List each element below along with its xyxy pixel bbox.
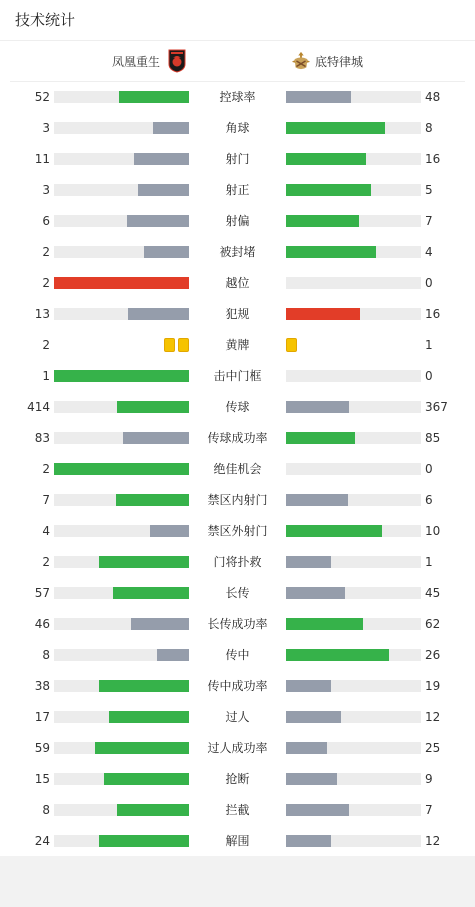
away-stat-bar-fill (286, 742, 327, 754)
away-stat-bar (286, 556, 421, 568)
away-team[interactable] (291, 49, 363, 73)
home-stat-value: 2 (42, 276, 50, 290)
home-stat-bar-fill (99, 556, 189, 568)
stat-row (0, 144, 475, 175)
stat-label: 绝佳机会 (213, 462, 262, 476)
stat-row (0, 671, 475, 702)
home-stat-bar (54, 525, 189, 537)
stat-row (0, 330, 475, 361)
home-stat-bar (54, 835, 189, 847)
stat-row (0, 609, 475, 640)
home-stat-bar-fill (150, 525, 189, 537)
away-stat-bar-fill (286, 122, 385, 134)
away-stat-value: 6 (425, 493, 433, 507)
away-stat-bar-fill (286, 618, 363, 630)
away-stat-bar-fill (286, 804, 349, 816)
away-stat-bar (286, 370, 421, 382)
away-stat-bar (286, 215, 421, 227)
home-stat-value: 24 (34, 834, 50, 848)
away-stat-bar-fill (286, 711, 341, 723)
home-stat-bar (54, 494, 189, 506)
home-stat-bar-fill (117, 401, 189, 413)
away-team-logo-icon (291, 49, 311, 73)
away-stat-bar-fill (286, 401, 349, 413)
home-stat-bar-fill (109, 711, 189, 723)
home-stat-bar (54, 680, 189, 692)
home-stat-bar-fill (134, 153, 189, 165)
stat-row (0, 206, 475, 237)
home-stat-value: 7 (42, 493, 50, 507)
home-stat-value: 2 (42, 245, 50, 259)
away-stat-bar (286, 246, 421, 258)
home-stat-value: 8 (42, 648, 50, 662)
away-stat-value: 16 (425, 152, 441, 166)
stat-label: 射门 (225, 152, 250, 166)
home-yellow-cards (164, 338, 189, 352)
stat-row (0, 423, 475, 454)
away-stat-bar (286, 432, 421, 444)
away-stat-value: 12 (425, 834, 441, 848)
page-title: 技术统计 (15, 11, 76, 29)
stat-row (0, 268, 475, 299)
home-stat-value: 57 (34, 586, 50, 600)
home-stat-bar-fill (119, 91, 189, 103)
away-stat-value: 4 (425, 245, 433, 259)
stat-label: 黄牌 (225, 338, 250, 352)
stat-row (0, 485, 475, 516)
home-stat-bar (54, 742, 189, 754)
home-stat-bar-fill (99, 680, 189, 692)
stat-label: 解围 (225, 834, 250, 848)
stat-label: 传球成功率 (207, 431, 268, 445)
home-stat-bar (54, 432, 189, 444)
stat-label: 传中 (225, 648, 250, 662)
away-stat-bar-fill (286, 680, 331, 692)
home-stat-bar-fill (54, 463, 189, 475)
stat-row (0, 237, 475, 268)
home-stat-bar-fill (127, 215, 189, 227)
stat-row (0, 547, 475, 578)
home-stat-bar (54, 401, 189, 413)
stat-row (0, 826, 475, 857)
home-stat-bar (54, 556, 189, 568)
home-stat-bar (54, 91, 189, 103)
home-stat-value: 52 (34, 90, 50, 104)
home-stat-value: 46 (34, 617, 50, 631)
stat-label: 禁区外射门 (207, 524, 268, 538)
stat-row (0, 454, 475, 485)
stat-label: 长传 (225, 586, 250, 600)
home-stat-bar-fill (153, 122, 189, 134)
home-stat-bar-fill (99, 835, 189, 847)
yellow-card-icon (178, 338, 189, 352)
home-stat-value: 414 (27, 400, 50, 414)
away-stat-bar-fill (286, 835, 331, 847)
stat-label: 角球 (225, 121, 250, 135)
away-stat-bar-fill (286, 649, 389, 661)
away-stat-bar-fill (286, 184, 371, 196)
yellow-card-icon (286, 338, 297, 352)
home-stat-value: 6 (42, 214, 50, 228)
away-stat-bar-fill (286, 308, 360, 320)
away-stat-value: 9 (425, 772, 433, 786)
home-stat-bar (54, 246, 189, 258)
away-stat-bar (286, 618, 421, 630)
home-stat-bar-fill (54, 370, 189, 382)
away-stat-bar (286, 804, 421, 816)
away-stat-value: 26 (425, 648, 441, 662)
home-stat-bar (54, 277, 189, 289)
home-stat-value: 59 (34, 741, 50, 755)
away-stat-bar (286, 401, 421, 413)
home-stat-bar (54, 463, 189, 475)
stat-label: 抢断 (225, 772, 250, 786)
away-stat-value: 7 (425, 214, 433, 228)
away-stat-bar (286, 711, 421, 723)
away-stat-bar-fill (286, 587, 345, 599)
away-stat-value: 45 (425, 586, 441, 600)
home-stat-bar (54, 649, 189, 661)
home-stat-bar-fill (131, 618, 189, 630)
home-stat-bar-fill (157, 649, 189, 661)
stat-label: 传中成功率 (207, 679, 268, 693)
away-stat-bar (286, 277, 421, 289)
stat-row (0, 361, 475, 392)
stat-row (0, 640, 475, 671)
away-stat-bar-fill (286, 153, 366, 165)
away-stat-value: 48 (425, 90, 441, 104)
away-stat-bar-fill (286, 525, 382, 537)
away-stat-value: 367 (425, 400, 448, 414)
home-stat-bar-fill (128, 308, 189, 320)
away-stat-value: 1 (425, 338, 433, 352)
home-stat-bar-fill (95, 742, 190, 754)
stat-label: 禁区内射门 (207, 493, 268, 507)
stat-label: 犯规 (225, 307, 250, 321)
stat-row (0, 733, 475, 764)
home-stat-bar (54, 618, 189, 630)
home-stat-bar (54, 773, 189, 785)
away-stat-value: 0 (425, 369, 433, 383)
stat-label: 拦截 (225, 803, 250, 817)
stat-label: 长传成功率 (207, 617, 268, 631)
stat-label: 射正 (225, 183, 250, 197)
away-stat-bar-fill (286, 556, 331, 568)
home-stat-bar-fill (54, 277, 189, 289)
stat-label: 射偏 (225, 214, 250, 228)
away-stat-bar-fill (286, 432, 355, 444)
away-stat-bar (286, 184, 421, 196)
away-stat-value: 85 (425, 431, 441, 445)
stat-row (0, 795, 475, 826)
stats-list (0, 82, 475, 857)
home-stat-bar-fill (117, 804, 189, 816)
home-stat-value: 38 (34, 679, 50, 693)
away-stat-bar-fill (286, 91, 351, 103)
home-stat-bar (54, 711, 189, 723)
stat-row (0, 516, 475, 547)
home-stat-bar-fill (123, 432, 189, 444)
away-stat-bar (286, 153, 421, 165)
away-stat-value: 16 (425, 307, 441, 321)
stat-label: 控球率 (219, 90, 256, 104)
home-stat-bar (54, 370, 189, 382)
stat-row (0, 764, 475, 795)
away-stat-bar (286, 773, 421, 785)
stat-row (0, 392, 475, 423)
home-stat-bar (54, 308, 189, 320)
away-stat-value: 12 (425, 710, 441, 724)
away-stat-bar (286, 463, 421, 475)
away-team-name: 底特律城 (315, 54, 364, 69)
away-stat-bar-fill (286, 773, 337, 785)
home-stat-value: 4 (42, 524, 50, 538)
stat-row (0, 299, 475, 330)
stat-row (0, 113, 475, 144)
away-stat-value: 0 (425, 276, 433, 290)
stat-label: 过人 (225, 710, 250, 724)
away-stat-bar (286, 680, 421, 692)
home-stat-bar-fill (138, 184, 189, 196)
stat-label: 过人成功率 (207, 741, 268, 755)
home-stat-value: 3 (42, 121, 50, 135)
stat-row (0, 175, 475, 206)
home-stat-value: 2 (42, 555, 50, 569)
away-stat-bar (286, 525, 421, 537)
away-stat-value: 1 (425, 555, 433, 569)
away-stat-value: 25 (425, 741, 441, 755)
away-stat-bar (286, 587, 421, 599)
home-stat-bar (54, 587, 189, 599)
away-stat-bar (286, 742, 421, 754)
stat-label: 传球 (225, 400, 250, 414)
home-stat-bar (54, 122, 189, 134)
stat-label: 越位 (225, 276, 250, 290)
home-stat-value: 13 (34, 307, 50, 321)
away-stat-value: 10 (425, 524, 441, 538)
stat-label: 击中门框 (213, 369, 262, 383)
away-stat-bar-fill (286, 215, 359, 227)
home-stat-value: 83 (34, 431, 50, 445)
home-stat-value: 2 (42, 338, 50, 352)
stat-label: 被封堵 (219, 245, 256, 259)
away-yellow-cards (286, 338, 297, 352)
home-stat-bar (54, 215, 189, 227)
home-stat-bar (54, 153, 189, 165)
stat-label: 门将扑救 (213, 555, 262, 569)
away-stat-value: 62 (425, 617, 441, 631)
home-stat-value: 15 (34, 772, 50, 786)
stat-row (0, 702, 475, 733)
away-stat-bar-fill (286, 246, 376, 258)
home-stat-bar-fill (144, 246, 189, 258)
home-stat-value: 2 (42, 462, 50, 476)
away-stat-bar-fill (286, 494, 348, 506)
away-stat-value: 0 (425, 462, 433, 476)
home-stat-value: 17 (34, 710, 50, 724)
home-stat-value: 11 (34, 152, 50, 166)
home-stat-bar (54, 804, 189, 816)
home-stat-value: 1 (42, 369, 50, 383)
home-team-name: 凤凰重生 (111, 54, 160, 69)
home-stat-bar-fill (113, 587, 189, 599)
home-stat-bar-fill (104, 773, 189, 785)
home-stat-bar (54, 184, 189, 196)
away-stat-bar (286, 308, 421, 320)
home-stat-bar-fill (116, 494, 189, 506)
home-stat-value: 8 (42, 803, 50, 817)
stat-row (0, 578, 475, 609)
away-stat-bar (286, 649, 421, 661)
away-stat-value: 7 (425, 803, 433, 817)
home-stat-value: 3 (42, 183, 50, 197)
away-stat-bar (286, 494, 421, 506)
away-stat-bar (286, 122, 421, 134)
home-team[interactable] (112, 49, 187, 73)
home-team-logo-icon (167, 49, 187, 73)
away-stat-bar (286, 91, 421, 103)
away-stat-value: 5 (425, 183, 433, 197)
stat-row (0, 82, 475, 113)
away-stat-bar (286, 835, 421, 847)
away-stat-value: 19 (425, 679, 441, 693)
teams-header (0, 41, 475, 81)
away-stat-value: 8 (425, 121, 433, 135)
yellow-card-icon (164, 338, 175, 352)
